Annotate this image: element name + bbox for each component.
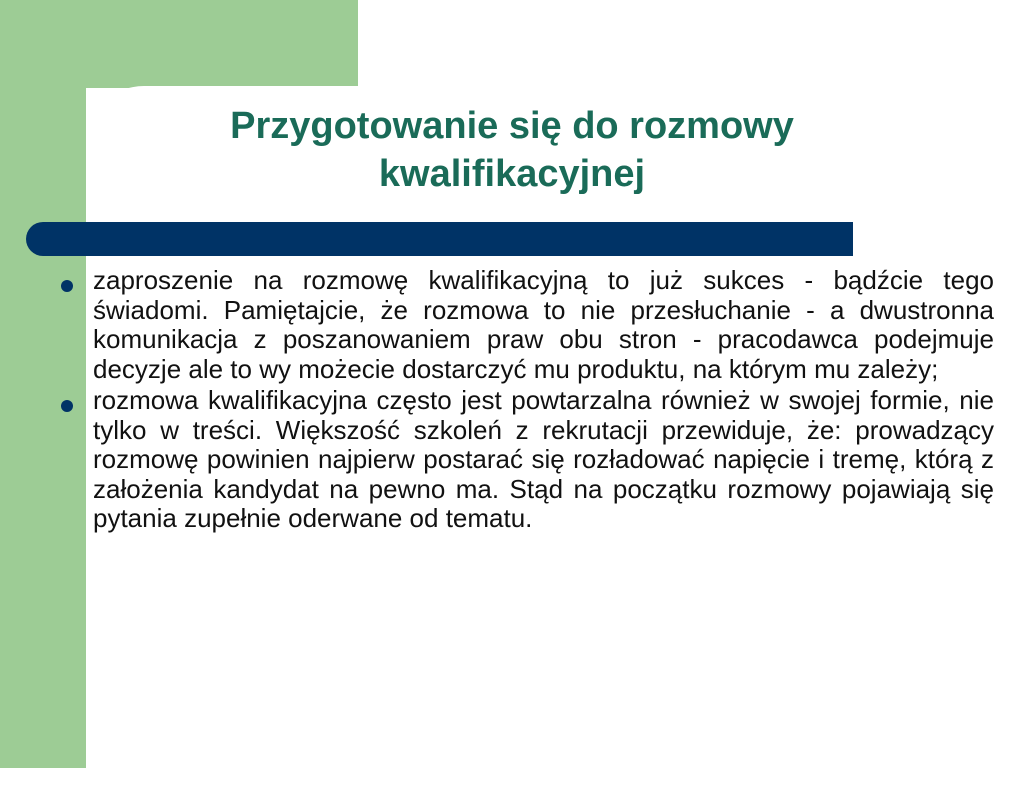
bullet-text: zaproszenie na rozmowę kwalifikacyjną to już sukces - bądźcie tego świadomi. Pamiętajcie, że rozmowa to nie przesłuchanie - a dwustronna komunikacja z poszanowaniem praw obu stron - pracodawca podejmuje decyzje ale to wy możecie dostarczyć mu produktu, na którym mu zależy;	[93, 265, 994, 384]
slide-title	[150, 102, 874, 198]
slide-title-line-2: kwalifikacyjnej	[378, 153, 646, 195]
bullet-text: rozmowa kwalifikacyjna często jest powtarzalna również w swojej formie, nie tylko w treści. Większość szkoleń z rekrutacji przewiduje, że: prowadzący rozmowę powinien najpierw postarać się rozładować napięcie i tremę, którą z założenia kandydat na pewno ma. Stąd na początku rozmowy pojawiają się pytania zupełnie oderwane od tematu.	[93, 385, 994, 533]
bullet-dot-icon	[61, 280, 73, 292]
bullet-dot-icon	[61, 400, 73, 412]
bullet-list	[60, 266, 994, 536]
bullet-item	[60, 266, 994, 384]
slide-title-line-1: Przygotowanie się do rozmowy	[230, 105, 794, 147]
title-underline-bar	[26, 222, 853, 256]
bullet-item	[60, 386, 994, 534]
